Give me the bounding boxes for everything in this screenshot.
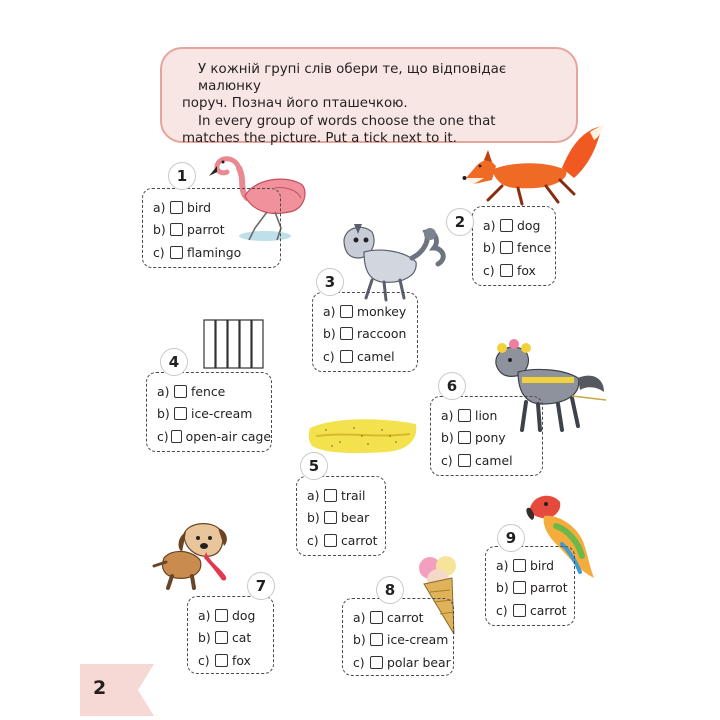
page-number-tag <box>80 664 154 716</box>
option-label: cat <box>232 630 252 646</box>
option-letter: b) <box>153 222 166 238</box>
options-box <box>472 206 556 286</box>
tick-checkbox[interactable] <box>215 654 228 667</box>
tick-checkbox[interactable] <box>170 223 183 236</box>
tick-checkbox[interactable] <box>458 454 471 467</box>
option-a[interactable] <box>483 214 555 237</box>
fox-picture <box>462 118 608 214</box>
tick-checkbox[interactable] <box>170 201 183 214</box>
option-letter: a) <box>157 383 170 399</box>
tick-checkbox[interactable] <box>340 350 353 363</box>
option-letter: a) <box>353 609 366 625</box>
options-box <box>296 476 386 556</box>
option-b[interactable] <box>496 577 574 600</box>
tick-checkbox[interactable] <box>215 631 228 644</box>
fence-picture <box>202 318 266 370</box>
option-label: camel <box>475 452 513 468</box>
tick-checkbox[interactable] <box>370 633 383 646</box>
tick-checkbox[interactable] <box>513 604 526 617</box>
option-b[interactable] <box>307 507 385 530</box>
options-box <box>146 372 272 452</box>
option-letter: c) <box>307 532 319 548</box>
option-label: bear <box>341 510 370 526</box>
option-letter: b) <box>353 632 366 648</box>
option-label: bird <box>530 557 555 573</box>
option-label: ice-cream <box>387 632 449 648</box>
option-b[interactable] <box>323 323 417 346</box>
tick-checkbox[interactable] <box>370 656 383 669</box>
option-letter: a) <box>153 199 166 215</box>
option-label: carrot <box>530 602 567 618</box>
option-a[interactable] <box>157 380 271 403</box>
tick-checkbox[interactable] <box>513 559 526 572</box>
option-c[interactable] <box>198 649 273 672</box>
option-label: parrot <box>530 580 568 596</box>
option-label: bird <box>187 199 212 215</box>
option-label: fox <box>232 652 251 668</box>
option-label: carrot <box>341 532 378 548</box>
option-letter: a) <box>496 557 509 573</box>
options-box <box>342 598 454 676</box>
tick-checkbox[interactable] <box>500 219 513 232</box>
option-letter: c) <box>157 428 169 444</box>
option-label: dog <box>232 607 256 623</box>
option-a[interactable] <box>496 554 574 577</box>
option-letter: b) <box>441 430 454 446</box>
tick-checkbox[interactable] <box>500 264 513 277</box>
option-c[interactable] <box>307 529 385 552</box>
option-letter: b) <box>157 406 170 422</box>
option-a[interactable] <box>323 300 417 323</box>
option-label: ice-cream <box>191 406 253 422</box>
tick-checkbox[interactable] <box>458 431 471 444</box>
option-b[interactable] <box>198 627 273 650</box>
option-letter: b) <box>483 240 496 256</box>
option-letter: c) <box>483 262 495 278</box>
exercise-number-badge: 7 <box>247 572 275 600</box>
option-label: raccoon <box>357 326 407 342</box>
tick-checkbox[interactable] <box>324 511 337 524</box>
option-letter: a) <box>198 607 211 623</box>
options-box <box>312 292 418 372</box>
option-b[interactable] <box>483 237 555 260</box>
option-letter: c) <box>496 602 508 618</box>
instruction-en-line-2: matches the picture. Put a tick next to it. <box>182 130 457 146</box>
option-label: trail <box>341 487 366 503</box>
option-letter: a) <box>307 487 320 503</box>
tick-checkbox[interactable] <box>513 581 526 594</box>
option-letter: c) <box>323 348 335 364</box>
option-label: lion <box>475 407 498 423</box>
tick-checkbox[interactable] <box>324 534 337 547</box>
option-c[interactable] <box>323 345 417 368</box>
tick-checkbox[interactable] <box>174 385 187 398</box>
options-box <box>142 188 281 268</box>
option-letter: a) <box>441 407 454 423</box>
option-c[interactable] <box>441 449 542 472</box>
option-a[interactable] <box>307 484 385 507</box>
option-a[interactable] <box>353 606 453 629</box>
instruction-en-line-1: In every group of words choose the one that <box>198 113 496 129</box>
dog-picture <box>152 518 238 592</box>
option-letter: c) <box>198 652 210 668</box>
option-letter: c) <box>353 654 365 670</box>
tick-checkbox[interactable] <box>215 609 228 622</box>
option-label: open-air cage <box>185 428 271 444</box>
tick-checkbox[interactable] <box>340 327 353 340</box>
exercise-number-badge: 1 <box>168 162 196 190</box>
options-box <box>485 546 575 626</box>
option-label: fence <box>191 383 226 399</box>
option-b[interactable] <box>157 403 271 426</box>
option-b[interactable] <box>353 629 453 652</box>
tick-checkbox[interactable] <box>340 305 353 318</box>
tick-checkbox[interactable] <box>370 611 383 624</box>
trail-picture <box>306 414 420 456</box>
tick-checkbox[interactable] <box>458 409 471 422</box>
option-a[interactable] <box>153 196 280 219</box>
option-label: fox <box>517 262 536 278</box>
exercise-number-badge: 2 <box>446 208 474 236</box>
option-label: fence <box>517 240 552 256</box>
option-letter: a) <box>483 217 496 233</box>
option-letter: b) <box>198 630 211 646</box>
option-c[interactable] <box>496 599 574 622</box>
exercise-number-badge: 9 <box>497 524 525 552</box>
option-b[interactable] <box>153 219 280 242</box>
instruction-uk-line-1: У кожній групі слів обери те, що відповідає малюнку <box>198 62 507 95</box>
option-letter: b) <box>496 580 509 596</box>
option-label: flamingo <box>187 244 242 260</box>
tick-checkbox[interactable] <box>324 489 337 502</box>
option-label: carrot <box>387 609 424 625</box>
option-c[interactable] <box>483 259 555 282</box>
option-c[interactable] <box>353 651 453 674</box>
instruction-uk-line-2: поруч. Познач його пташечкою. <box>182 96 408 112</box>
option-b[interactable] <box>441 427 542 450</box>
tick-checkbox[interactable] <box>171 430 182 443</box>
option-letter: b) <box>323 326 336 342</box>
option-a[interactable] <box>198 604 273 627</box>
page-number: 2 <box>93 677 107 699</box>
options-box <box>187 596 274 674</box>
option-label: dog <box>517 217 541 233</box>
exercise-number-badge: 3 <box>316 268 344 296</box>
options-box <box>430 396 543 476</box>
exercise-number-badge: 8 <box>376 576 404 604</box>
option-c[interactable] <box>157 425 271 448</box>
option-letter: b) <box>307 510 320 526</box>
tick-checkbox[interactable] <box>174 407 187 420</box>
option-letter: c) <box>441 452 453 468</box>
option-a[interactable] <box>441 404 542 427</box>
option-label: polar bear <box>387 654 451 670</box>
exercise-number-badge: 5 <box>300 452 328 480</box>
option-label: camel <box>357 348 395 364</box>
option-label: parrot <box>187 222 225 238</box>
exercise-number-badge: 4 <box>160 348 188 376</box>
option-letter: c) <box>153 244 165 260</box>
tick-checkbox[interactable] <box>170 246 183 259</box>
option-letter: a) <box>323 303 336 319</box>
option-label: monkey <box>357 303 407 319</box>
option-label: pony <box>475 430 506 446</box>
tick-checkbox[interactable] <box>500 241 513 254</box>
exercise-number-badge: 6 <box>438 372 466 400</box>
option-c[interactable] <box>153 241 280 264</box>
